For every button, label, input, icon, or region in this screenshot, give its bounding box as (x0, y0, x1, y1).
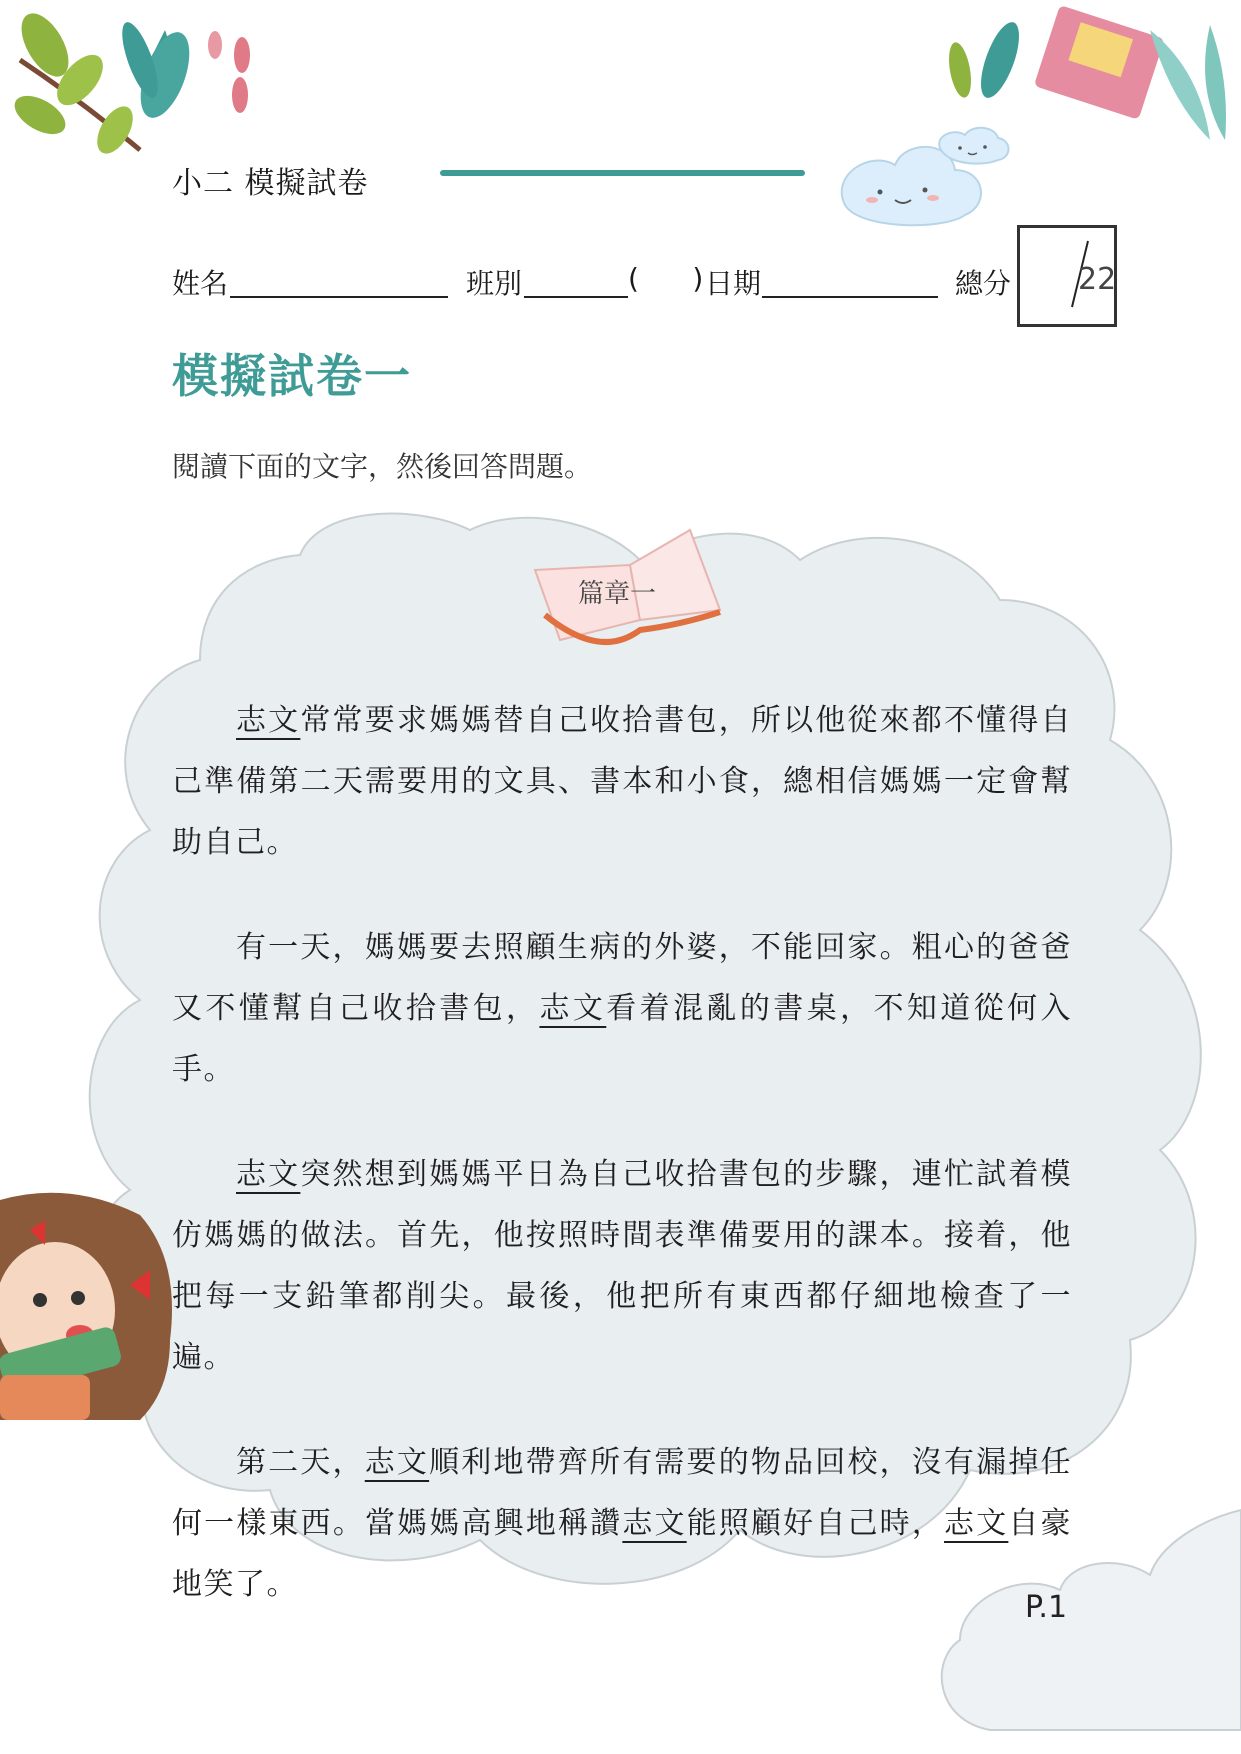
girl-illustration (0, 1193, 172, 1420)
name-blank[interactable] (230, 296, 448, 298)
character-name: 志文 (622, 1506, 687, 1541)
character-name: 志文 (364, 1445, 430, 1480)
paragraph-text: 有一天，媽媽要去照顧生病的外婆，不能回家。粗心的爸爸又不懂幫自己收拾書包， (172, 930, 1072, 1026)
character-name: 志文 (944, 1506, 1009, 1541)
instruction-text: 閱讀下面的文字，然後回答問題。 (172, 450, 593, 483)
leaves-top-left (8, 6, 250, 160)
leaves-top-right (945, 5, 1226, 140)
story-paragraph-4 (172, 1432, 1072, 1615)
date-label: 日期 (705, 267, 762, 300)
paragraph-text: 第二天， (236, 1445, 365, 1480)
score-total: 22 (1078, 262, 1117, 297)
chapter-label: 篇章一 (578, 579, 657, 609)
header-divider (440, 170, 805, 176)
page-number: P.1 (1025, 1590, 1068, 1625)
paragraph-text: 順利地帶齊所有需要的物品回校，沒有漏掉任何一樣東西。當媽媽高興地稱讚 (172, 1445, 1073, 1541)
character-name: 志文 (539, 991, 607, 1026)
paragraph-text: 突然想到媽媽平日為自己收拾書包的步驟，連忙試着模仿媽媽的做法。首先，他按照時間表準備要用的課本。接着，他把每一支鉛筆都削尖。最後，他把所有東西都仔細地檢查了一遍。 (172, 1157, 1073, 1375)
class-label: 班別 (466, 267, 523, 300)
character-name: 志文 (236, 1157, 301, 1192)
story-paragraph-2 (172, 917, 1072, 1100)
story-passage (172, 690, 1072, 1659)
name-label: 姓名 (172, 267, 229, 300)
character-name: 志文 (236, 703, 301, 738)
paragraph-text: 自豪地笑了。 (172, 1506, 1073, 1602)
paper-title: 模擬試卷一 (172, 349, 412, 403)
story-paragraph-1 (172, 690, 1072, 873)
class-number-parens: ( ) (628, 262, 704, 295)
total-score-label: 總分 (955, 267, 1012, 300)
date-blank[interactable] (762, 296, 938, 298)
story-paragraph-3 (172, 1144, 1072, 1388)
paragraph-text: 能照顧好自己時， (686, 1506, 945, 1541)
paragraph-text: 常常要求媽媽替自己收拾書包，所以他從來都不懂得自己準備第二天需要用的文具、書本和小食，總相信媽媽一定會幫助自己。 (172, 703, 1073, 860)
worksheet-grade-title: 小二 模擬試卷 (172, 166, 369, 201)
paragraph-text: 看着混亂的書桌，不知道從何入手。 (172, 991, 1073, 1087)
cloud-face-small (939, 128, 1008, 164)
class-blank[interactable] (524, 296, 628, 298)
